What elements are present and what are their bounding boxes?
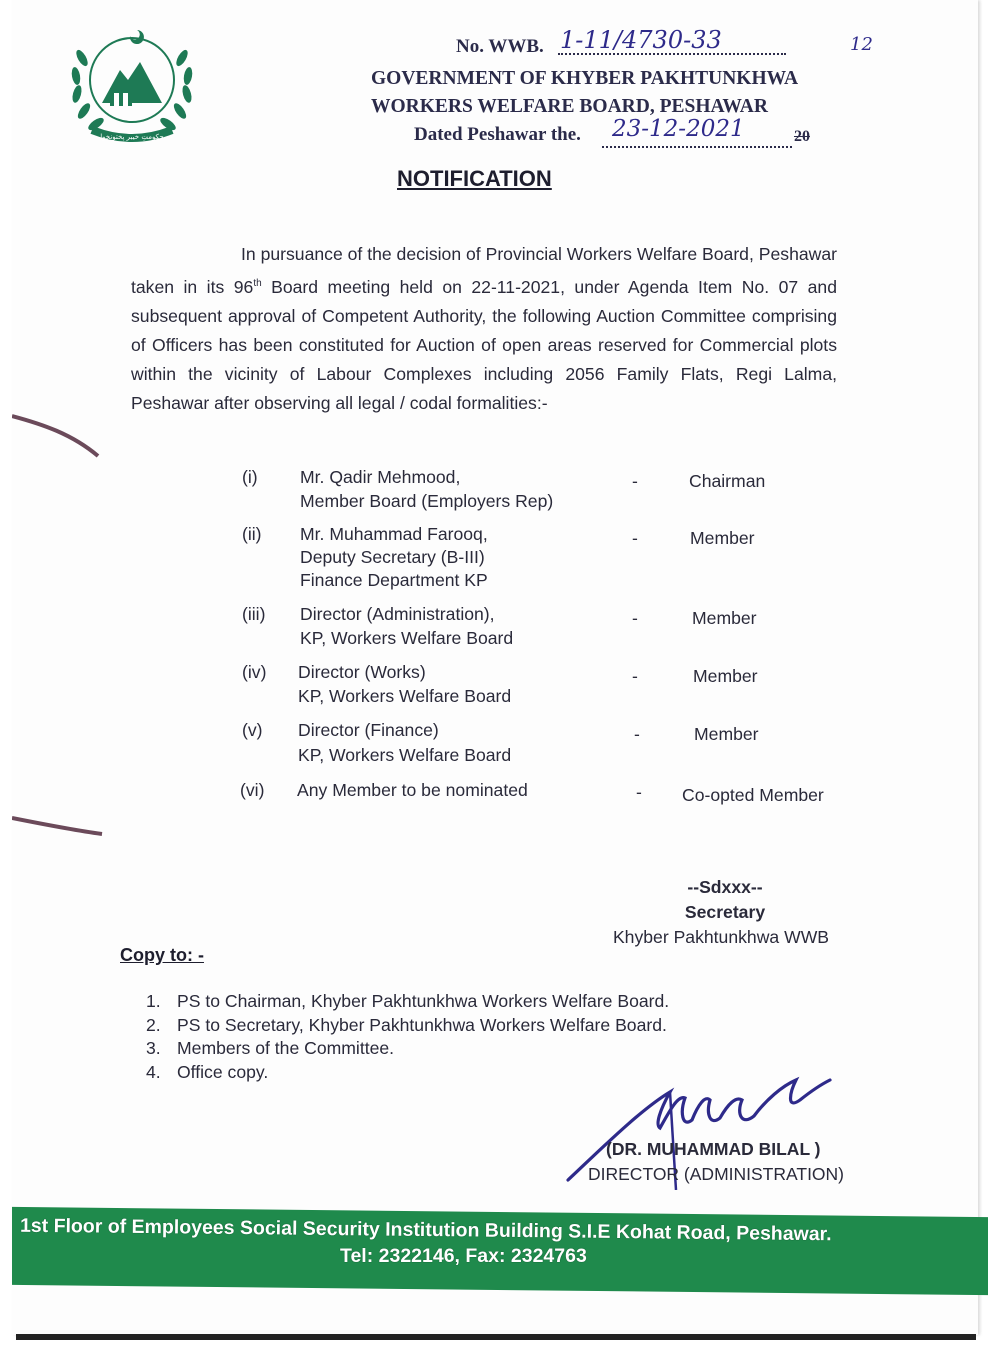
committee-role: Member: [690, 528, 755, 548]
committee-name-line: Director (Works): [298, 662, 426, 682]
committee-name-line: Finance Department KP: [300, 570, 488, 590]
government-title: GOVERNMENT OF KHYBER PAKHTUNKHWA: [371, 68, 799, 89]
page-bottom-edge: [16, 1334, 976, 1340]
dated-value: 23-12-2021: [612, 116, 745, 142]
committee-dash: -: [632, 471, 638, 491]
reference-number-label: No. WWB.: [456, 36, 544, 57]
notification-paragraph: [131, 240, 837, 418]
committee-dash: -: [632, 608, 638, 628]
committee-role: Member: [694, 724, 759, 744]
committee-name-line: KP, Workers Welfare Board: [300, 628, 514, 648]
list-text: PS to Chairman, Khyber Pakhtunkhwa Workers Welfare Board.: [177, 991, 670, 1011]
director-designation: DIRECTOR (ADMINISTRATION): [588, 1164, 845, 1184]
reference-number-value: 1-11/4730-33: [560, 26, 722, 54]
dated-suffix: 20: [794, 128, 810, 145]
committee-name-line: KP, Workers Welfare Board: [298, 745, 512, 765]
list-text: PS to Secretary, Khyber Pakhtunkhwa Workers Welfare Board.: [177, 1014, 667, 1035]
footer-address: 1st Floor of Employees Social Security Institution Building S.I.E Kohat Road, Peshawar.: [19, 1214, 832, 1246]
list-number: 2.: [146, 1014, 161, 1035]
dated-dotted-line: [602, 146, 792, 148]
committee-name-line: Deputy Secretary (B-III): [300, 547, 485, 567]
copy-to-heading: Copy to: -: [120, 945, 204, 965]
list-number: 4.: [146, 1061, 161, 1082]
page-mark: 12: [850, 34, 873, 55]
list-number: 3.: [146, 1038, 161, 1058]
scan-mark: [12, 410, 102, 470]
paragraph-part2: Board meeting held on 22-11-2021, under Agenda Item No. 07 and subsequent approval of Competent Authority, the following Auction Committee comprising of Officers has been constituted for Auction of open areas reserved for Commercial plots within the vicinity of Labour Complexes including 2056 Family Flats, Regi Lalma, Peshawar after observing all legal / codal formalities:-: [131, 276, 837, 413]
footer-contact: Tel: 2322146, Fax: 2324763: [340, 1245, 587, 1267]
committee-role: Co-opted Member: [682, 785, 824, 805]
committee-number: (vi): [240, 780, 265, 800]
list-text: Office copy.: [177, 1061, 269, 1082]
committee-number: (ii): [242, 524, 262, 544]
list-text: Members of the Committee.: [177, 1038, 395, 1058]
committee-role: Member: [692, 608, 757, 628]
committee-name-line: KP, Workers Welfare Board: [298, 686, 512, 706]
committee-role: Member: [693, 666, 758, 686]
signature-sd: --Sdxxx--: [687, 877, 763, 897]
list-item: [146, 990, 669, 1014]
logo-caption: حکومتِ خیبر پختونخوا: [100, 133, 164, 141]
committee-number: (i): [242, 467, 258, 487]
list-item: [146, 1014, 669, 1038]
committee-role: Chairman: [689, 471, 766, 491]
committee-name-line: Mr. Muhammad Farooq,: [300, 524, 488, 544]
scan-mark: [12, 812, 106, 848]
dated-label: Dated Peshawar the.: [414, 124, 581, 145]
notification-title: NOTIFICATION: [397, 166, 552, 191]
list-number: 1.: [146, 991, 161, 1011]
committee-name-line: Mr. Qadir Mehmood,: [300, 467, 461, 487]
committee-name-line: Member Board (Employers Rep): [300, 491, 554, 511]
signature-org: Khyber Pakhtunkhwa WWB: [612, 927, 830, 947]
committee-name-line: Director (Finance): [298, 720, 439, 740]
paragraph-part1: In pursuance of the decision of Provincial Workers Welfare Board, Peshawar taken in its 96: [131, 244, 837, 297]
committee-dash: -: [632, 528, 638, 548]
committee-name-line: Any Member to be nominated: [297, 780, 528, 800]
committee-number: (iii): [242, 604, 266, 624]
director-name: (DR. MUHAMMAD BILAL ): [606, 1139, 821, 1159]
kp-government-emblem: [62, 18, 202, 158]
board-title: WORKERS WELFARE BOARD, PESHAWAR: [371, 96, 768, 117]
committee-number: (v): [242, 720, 263, 740]
committee-dash: -: [636, 782, 642, 802]
committee-dash: -: [634, 724, 640, 744]
committee-dash: -: [632, 666, 638, 686]
committee-number: (iv): [242, 662, 267, 682]
reference-dotted-line: [558, 53, 786, 55]
paragraph-superscript: th: [253, 278, 262, 289]
signature-title: Secretary: [684, 902, 766, 922]
committee-name-line: Director (Administration),: [300, 604, 495, 624]
